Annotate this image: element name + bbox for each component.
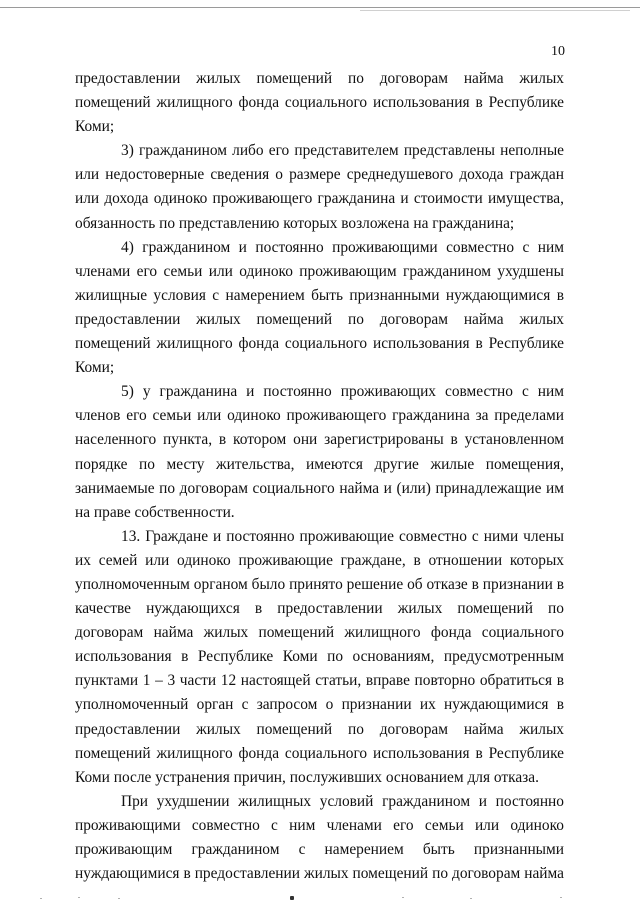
scan-bottom-edge [0, 895, 640, 901]
scan-speck [118, 898, 120, 899]
paragraph-worsening-conditions: При ухудшении жилищных условий гражданином и постоянно проживающими совместно с ним членами его семьи или одиноко проживающим гражданином с намерением быть признанными нуждающимися в предоставлении жилых помещений по договорам найма [75, 792, 564, 883]
scan-top-edge [0, 7, 640, 8]
paragraph-section-13: 13. Граждане и постоянно проживающие совместно с ними члены их семей или одиноко проживающие граждане, в отношении которых уполномоченным органом было принято решение об отказе в признании в качестве нуждающихся в предоставлении жилых помещений по договорам найма жилых помещений жилищного фонда социального использования в Республике Коми по основаниям, предусмотренным пунктами 1 – 3 части 12 настоящей статьи, вправе повторно обратиться в уполномоченный орган с запросом о признании их нуждающимися в предоставлении жилых помещений по договорам найма жилых помещений жилищного фонда социального использования в Республике Коми после устранения причин, послуживших основанием для отказа. [75, 527, 564, 786]
scan-mark [290, 896, 294, 900]
scan-speck [560, 897, 562, 898]
scan-speck [470, 898, 472, 899]
scan-top-edge-light [360, 10, 630, 11]
document-body [75, 67, 564, 886]
paragraph-item-5: 5) у гражданина и постоянно проживающих совместно с ним членов его семьи или одиноко проживающего гражданина за пределами населенного пункта, в котором они зарегистрированы в установленном порядке по месту жительства, имеются другие жилые помещения, занимаемые по договорам социального найма и (или) принадлежащие им на праве собственности. [75, 383, 564, 521]
paragraph-item-4: 4) гражданином и постоянно проживающими совместно с ним членами его семьи или одиноко проживающим гражданином ухудшены жилищные условия с намерением быть признанными нуждающимися в предоставлении жилых помещений по договорам найма жилых помещений жилищного фонда социального использования в Республике Коми; [75, 238, 564, 377]
scan-speck [78, 897, 80, 898]
page-number: 10 [551, 44, 565, 59]
paragraph-continuation: предоставлении жилых помещений по договорам найма жилых помещений жилищного фонда социального использования в Республике Коми; [75, 70, 564, 136]
scan-speck [402, 897, 404, 898]
scan-speck [40, 898, 42, 899]
paragraph-item-3: 3) гражданином либо его представителем представлены неполные или недостоверные сведения о размере среднедушевого дохода граждан или дохода одиноко проживающего гражданина и стоимости имущества, обязанность по представлению которых возложена на гражданина; [75, 142, 564, 232]
